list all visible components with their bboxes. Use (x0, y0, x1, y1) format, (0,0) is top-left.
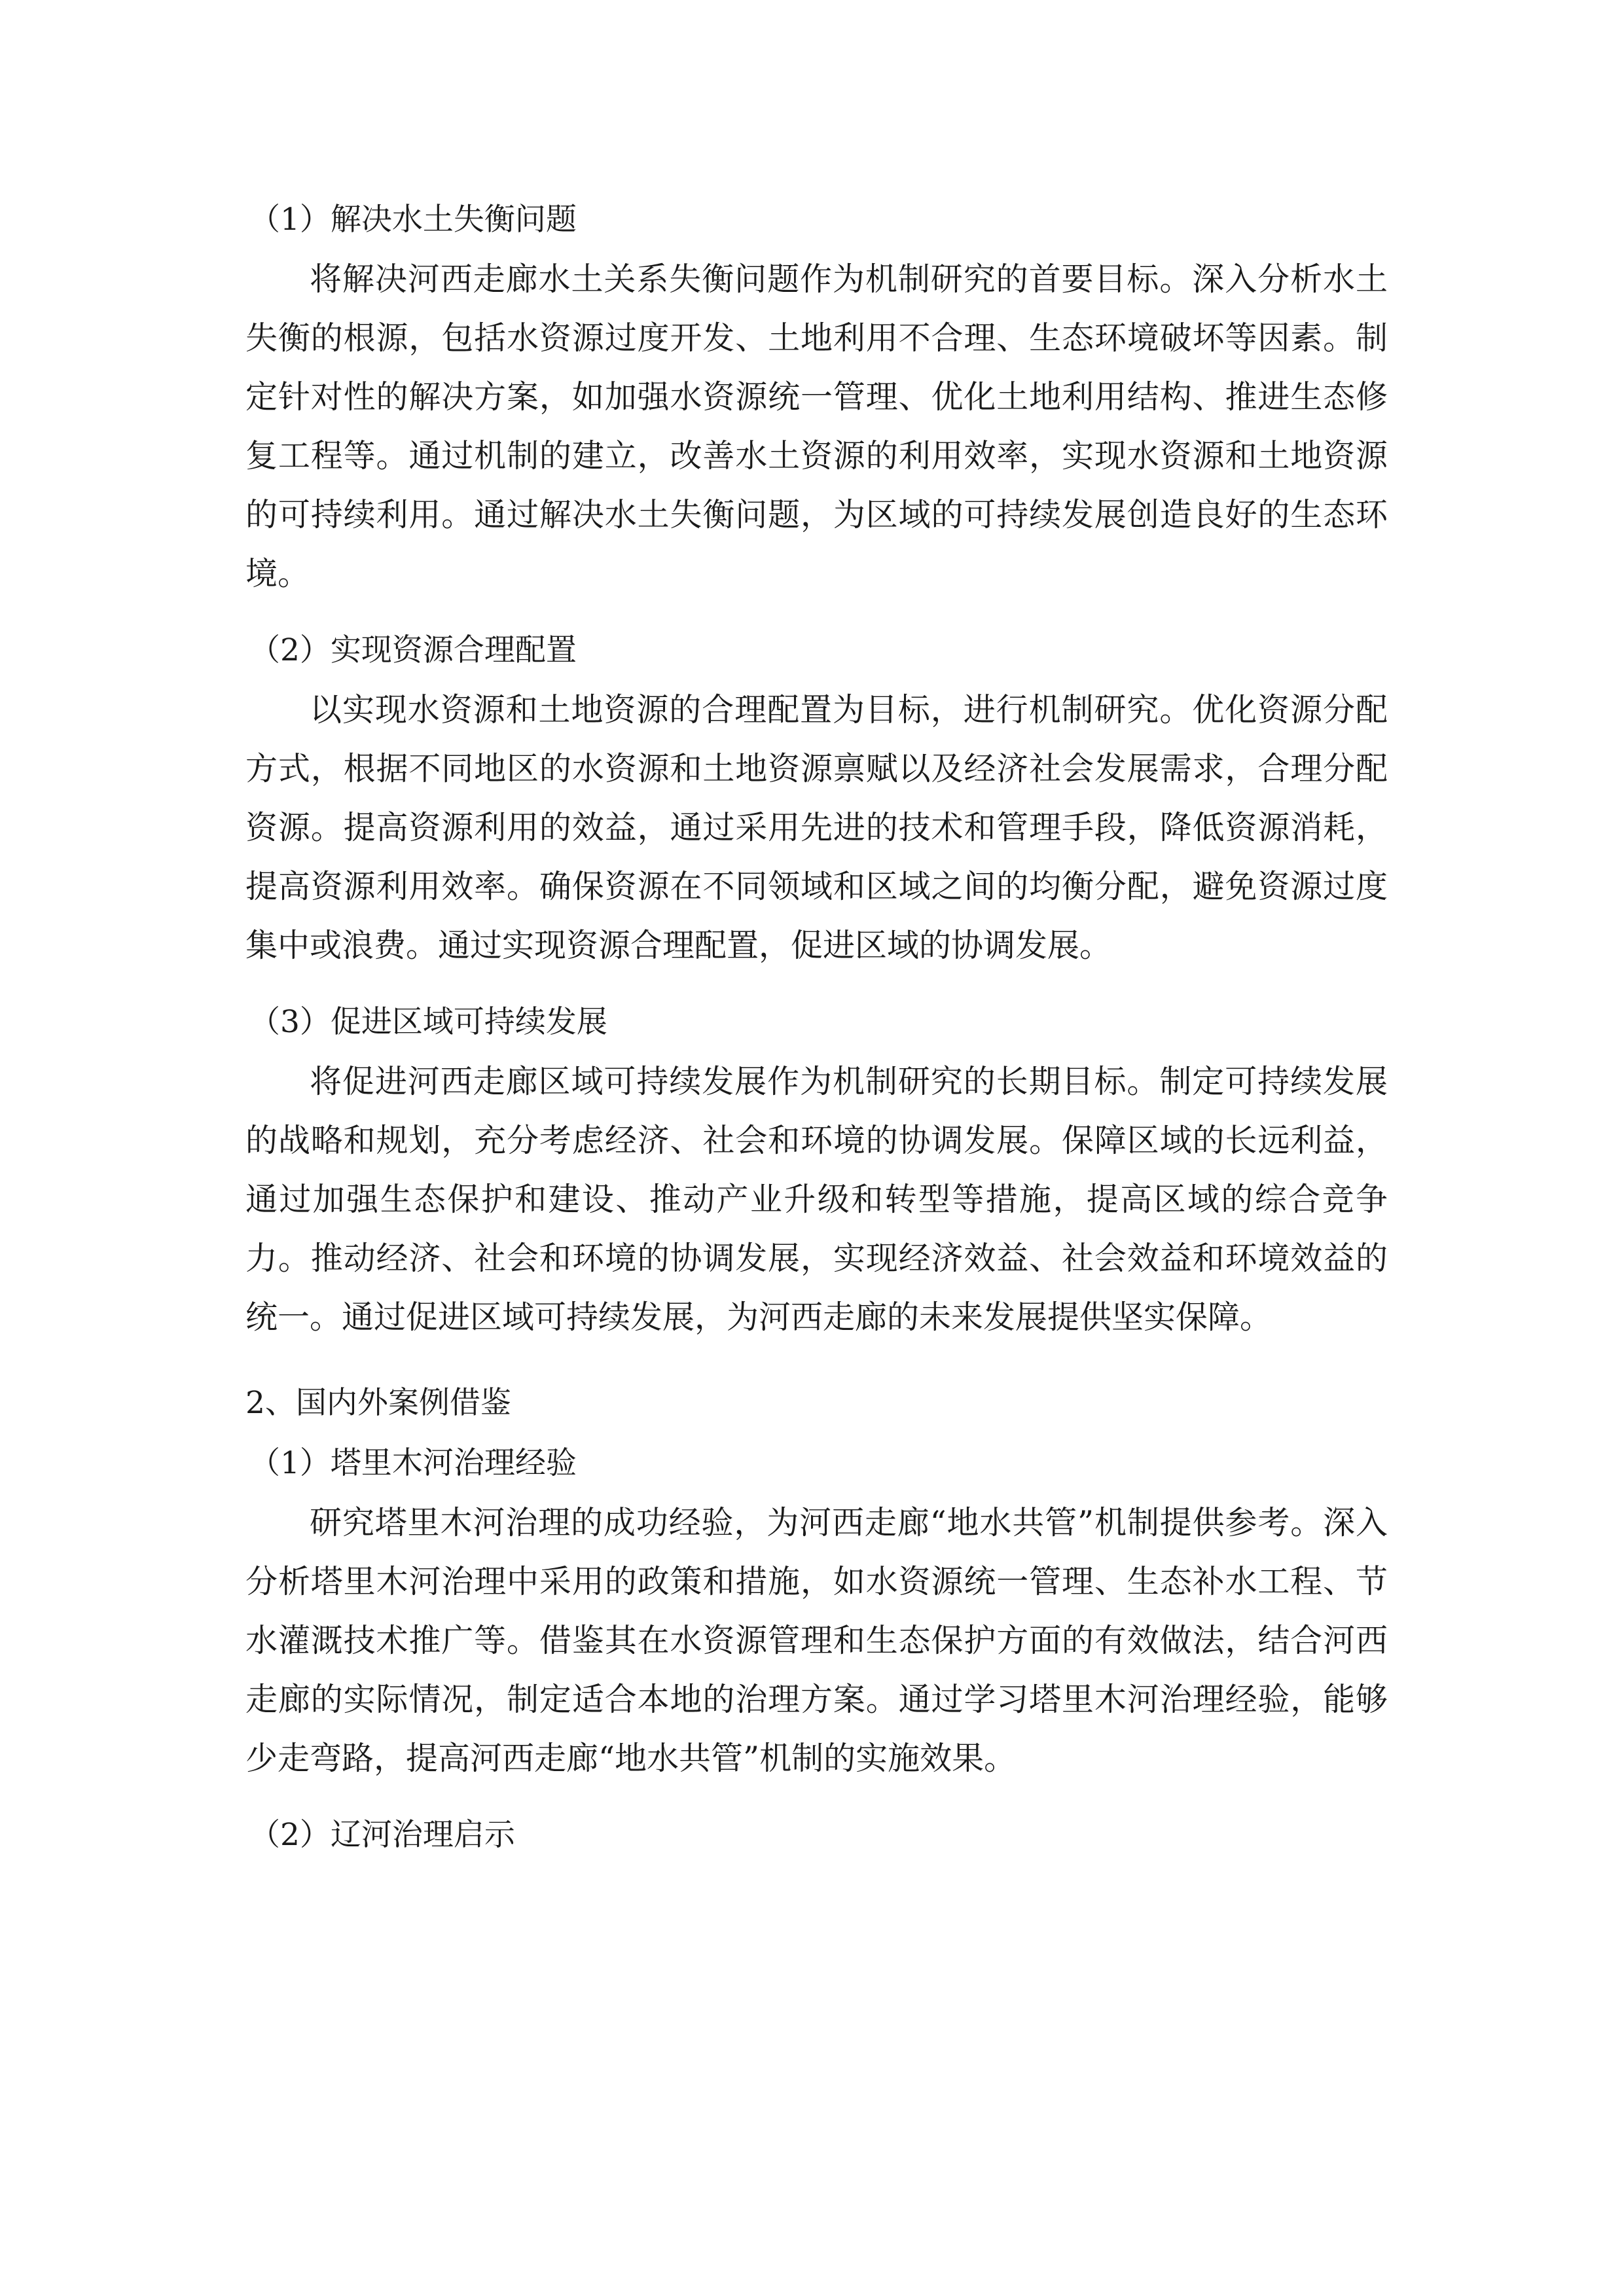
subheading-sustainable-development: （3）促进区域可持续发展 (249, 1004, 607, 1040)
subheading-liao-river: （2）辽河治理启示 (249, 1817, 515, 1853)
section-title-case-studies: 2、国内外案例借鉴 (245, 1385, 511, 1421)
subheading-tarim-river: （1）塔里木河治理经验 (249, 1445, 577, 1481)
paragraph-sustainable-development: 将促进河西走廊区域可持续发展作为机制研究的长期目标。制定可持续发展的战略和规划，充分考虑经济、社会和环境的协调发展。保障区域的长远利益，通过加强生态保护和建设、推动产业升级和转型等措施，提高区域的综合竞争力。推动经济、社会和环境的协调发展，实现经济效益、社会效益和环境效益的统一。通过促进区域可持续发展，为河西走廊的未来发展提供坚实保障。 (245, 1063, 1388, 1336)
paragraph-resource-allocation: 以实现水资源和土地资源的合理配置为目标，进行机制研究。优化资源分配方式，根据不同地区的水资源和土地资源禀赋以及经济社会发展需求，合理分配资源。提高资源利用的效益，通过采用先进的技术和管理手段，降低资源消耗，提高资源利用效率。确保资源在不同领域和区域之间的均衡分配，避免资源过度集中或浪费。通过实现资源合理配置，促进区域的协调发展。 (245, 691, 1388, 964)
subheading-water-soil-imbalance: （1）解决水土失衡问题 (249, 202, 577, 238)
subheading-resource-allocation: （2）实现资源合理配置 (249, 632, 577, 668)
document-body (245, 190, 1388, 1865)
paragraph-tarim-river: 研究塔里木河治理的成功经验，为河西走廊“地水共管”机制提供参考。深入分析塔里木河治理中采用的政策和措施，如水资源统一管理、生态补水工程、节水灌溉技术推广等。借鉴其在水资源管理和生态保护方面的有效做法，结合河西走廊的实际情况，制定适合本地的治理方案。通过学习塔里木河治理经验，能够少走弯路，提高河西走廊“地水共管”机制的实施效果。 (245, 1504, 1388, 1777)
paragraph-water-soil-imbalance: 将解决河西走廊水土关系失衡问题作为机制研究的首要目标。深入分析水土失衡的根源，包括水资源过度开发、土地利用不合理、生态环境破坏等因素。制定针对性的解决方案，如加强水资源统一管理、优化土地利用结构、推进生态修复工程等。通过机制的建立，改善水土资源的利用效率，实现水资源和土地资源的可持续利用。通过解决水土失衡问题，为区域的可持续发展创造良好的生态环境。 (245, 260, 1388, 592)
